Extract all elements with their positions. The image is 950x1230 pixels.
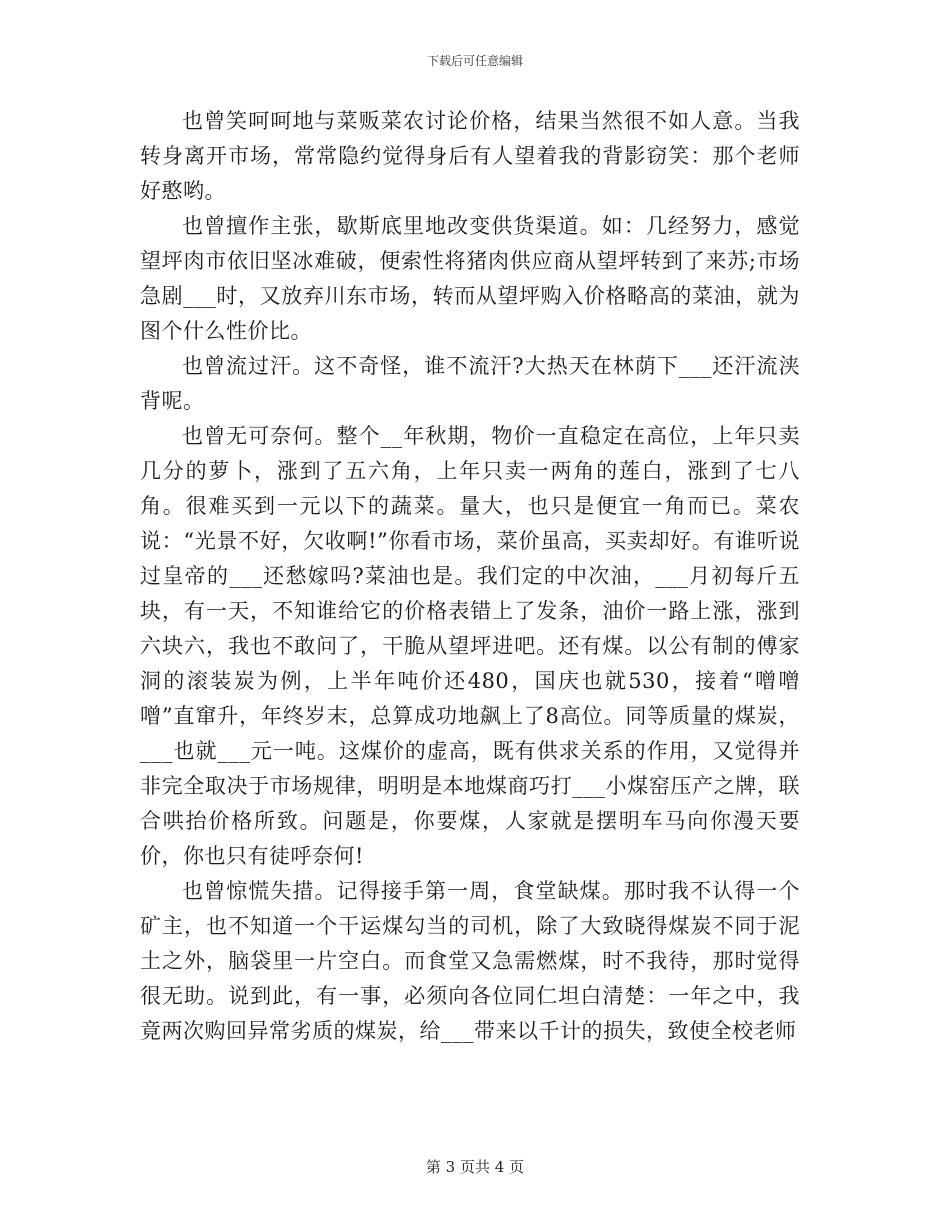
paragraph: 也曾流过汗。这不奇怪，谁不流汗?大热天在林荫下___还汗流浃背呢。 [140,354,800,413]
page-footer: 第 3 页共 4 页 [425,1158,525,1176]
paragraph: 也曾擅作主张，歇斯底里地改变供货渠道。如：几经努力，感觉望坪肉市依旧坚冰难破，便索性将猪肉供应商从望坪转到了来苏;市场急剧___时，又放弃川东市场，转而从望坪购入价格略高的菜油，就为图个什么性价比。 [140,214,800,343]
document-body [140,104,800,1049]
paragraph: 也曾惊慌失措。记得接手第一周，食堂缺煤。那时我不认得一个矿主，也不知道一个干运煤勾当的司机，除了大致晓得煤炭不同于泥土之外，脑袋里一片空白。而食堂又急需燃煤，时不我待，那时觉得很无助。说到此，有一事，必须向各位同仁坦白清楚：一年之中，我竟两次购回异常劣质的煤炭，给___带来以千计的损失，致使全校老师 [140,879,800,1043]
paragraph: 也曾无可奈何。整个__年秋期，物价一直稳定在高位，上年只卖几分的萝卜，涨到了五六角，上年只卖一两角的莲白，涨到了七八角。很难买到一元以下的蔬菜。量大，也只是便宜一角而已。菜农说：“光景不好，欠收啊!”你看市场，菜价虽高，买卖却好。有谁听说过皇帝的___还愁嫁吗?菜油也是。我们定的中次油，___月初每斤五块，有一天，不知谁给它的价格表错上了发条，油价一路上涨，涨到六块六，我也不敢问了，干脆从望坪进吧。还有煤。以公有制的傅家洞的滚装炭为例，上半年吨价还480，国庆也就530，接着“噌噌噌”直窜升，年终岁末，总算成功地飙上了8高位。同等质量的煤炭，___也就___元一吨。这煤价的虚高，既有供求关系的作用，又觉得并非完全取决于市场规律，明明是本地煤商巧打___小煤窑压产之牌，联合哄抬价格所致。问题是，你要煤，人家就是摆明车马向你漫天要价，你也只有徒呼奈何! [140,424,800,868]
paragraph: 也曾笑呵呵地与菜贩菜农讨论价格，结果当然很不如人意。当我转身离开市场，常常隐约觉得身后有人望着我的背影窃笑：那个老师好憨哟。 [140,109,800,203]
page-header: 下载后可任意编辑 [426,54,523,68]
